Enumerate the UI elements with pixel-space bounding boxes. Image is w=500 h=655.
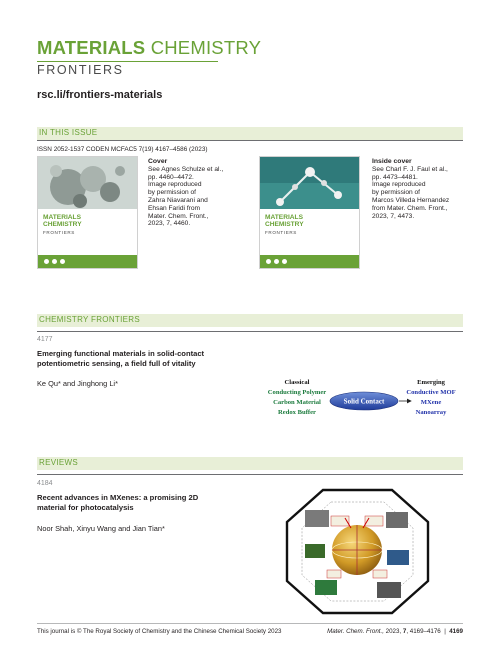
section-rule <box>37 331 463 332</box>
inside-cover-footer-band <box>260 255 359 268</box>
article-title-link[interactable]: Emerging functional materials in solid-contact potentiometric sensing, a field full of vitality <box>37 349 205 368</box>
article-authors: Ke Qu* and Jinghong Li* <box>37 379 118 388</box>
section-heading: CHEMISTRY FRONTIERS <box>39 315 140 324</box>
section-rule <box>37 474 463 475</box>
journal-url-link[interactable]: rsc.li/frontiers-materials <box>37 89 163 101</box>
masthead-word-frontiers: FRONTIERS <box>37 63 124 77</box>
footer-rule <box>37 623 463 624</box>
page-number: 4177 <box>37 336 53 343</box>
article-title-link[interactable]: Recent advances in MXenes: a promising 2D material for photocatalysis <box>37 493 199 512</box>
section-rule <box>37 140 463 141</box>
inside-cover-artwork-icon <box>260 157 359 209</box>
cover-artwork-icon <box>38 157 137 209</box>
cover-caption: Cover See Agnes Schulze et al., pp. 4460–4472. Image reproduced by permission of Zahra Niavarani and Ehsan Faridi from Mater. Chem. Front., 2023, 7, 4460. <box>148 158 234 228</box>
section-heading: REVIEWS <box>39 458 78 467</box>
footer-page-number: 4169 <box>449 628 463 635</box>
issn-line: ISSN 2052-1537 CODEN MCFAC5 7(19) 4167–4586 (2023) <box>37 146 208 153</box>
article-authors: Noor Shah, Xinyu Wang and Jian Tian* <box>37 524 165 533</box>
inside-cover-thumbnail[interactable] <box>259 156 360 269</box>
graphic-emerging-item: Nanoarray <box>415 409 447 416</box>
inside-cover-title: MATERIALS CHEMISTRY FRONTIERS <box>265 214 304 235</box>
page-number: 4184 <box>37 480 53 487</box>
graphic-emerging-item: MXene <box>420 399 442 406</box>
toc-graphic-solid-contact <box>262 374 468 446</box>
toc-graphic-mxene-photocatalysis <box>285 488 430 615</box>
inside-cover-caption: Inside cover See Charl F. J. Faul et al., pp. 4473–4481. Image reproduced by permission of Marcos Villeda Hernandez from Mater. Chem. Front., 2023, 7, 4473. <box>372 158 467 220</box>
masthead-word-chemistry: CHEMISTRY <box>150 37 262 58</box>
graphic-emerging-item: Conductive MOF <box>406 389 456 396</box>
journal-masthead <box>37 38 261 58</box>
cover-footer-band <box>38 255 137 268</box>
graphic-classical-title: Classical <box>284 379 310 386</box>
graphic-classical-item: Redox Buffer <box>278 409 316 416</box>
graphic-emerging-title: Emerging <box>417 379 445 386</box>
section-bar-chemistry-frontiers <box>37 314 463 327</box>
cover-thumbnail[interactable] <box>37 156 138 269</box>
cover-title: MATERIALS CHEMISTRY FRONTIERS <box>43 214 82 235</box>
section-bar-reviews <box>37 457 463 470</box>
footer-citation: Mater. Chem. Front., 2023, 7, 4169–4176 | 4169 <box>327 628 463 635</box>
section-heading: IN THIS ISSUE <box>39 128 98 137</box>
masthead-word-materials: MATERIALS <box>37 37 146 58</box>
graphic-classical-item: Carbon Material <box>273 399 321 406</box>
graphic-classical-item: Conducting Polymer <box>267 389 327 396</box>
masthead-divider <box>37 61 218 62</box>
section-bar-in-this-issue <box>37 127 463 140</box>
graphic-center-label: Solid Contact <box>343 397 385 406</box>
inside-cover-heading: Inside cover <box>372 158 412 165</box>
footer-copyright: This journal is © The Royal Society of Chemistry and the Chinese Chemical Society 2023 <box>37 628 282 635</box>
cover-heading: Cover <box>148 158 168 165</box>
